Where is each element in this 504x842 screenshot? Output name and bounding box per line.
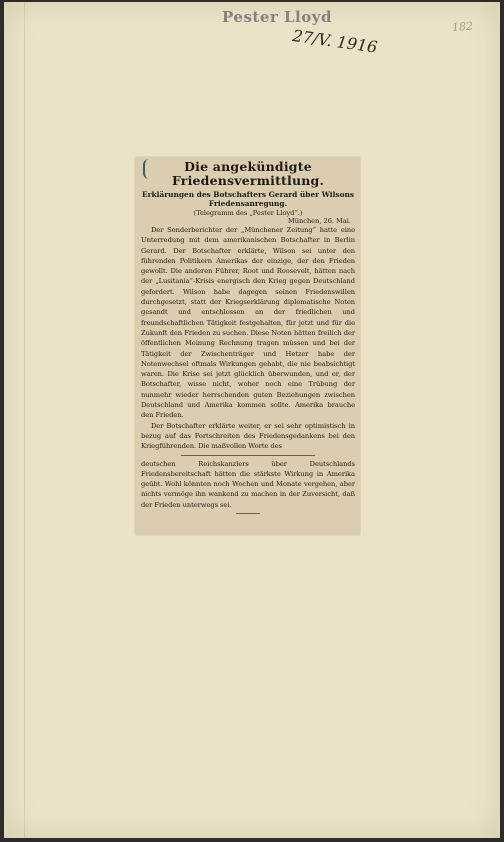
article-headline: Die angekündigte Friedensvermittlung. xyxy=(171,159,325,188)
sheet-fold-line xyxy=(24,2,25,838)
article-end-rule xyxy=(236,513,260,514)
article-subheadline: Erklärungen des Botschafters Gerard über Wilsons Friedensanregung. xyxy=(141,190,355,208)
archive-page-number: 182 xyxy=(451,19,474,34)
article-paragraph: Der Sonderberichter der „Münchener Zeitung“ hatte eine Unterredung mit dem amerikanischen Botschafter in Berlin Gerard. Der Botschafter erklärte, Wilson sei unter den führenden Politikern Amerikas der einzige, der den Frieden gewollt. Die anderen Führer, Root und Roosevelt, hätten nach der „Lusitania“-Krisis energisch den Krieg gegen Deutschland gefordert. Wilson habe dagegen seinen Friedenswillen durchgesetzt, statt der Kriegserklärung diplomatische Noten gesandt und entschlossen an der friedlichen und freundschaftlichen Tätigkeit festgehalten, für jetzt und für die Zukunft den Frieden zu suchen. Diese Noten hätten freilich der öffentlichen Meinung Rechnung tragen müssen und bei der Tätigkeit der Zwischenträger und Hetzer habe der Notenwechsel oftmals Wirkungen gehabt, die nie beabsichtigt waren. Die Krise sei jetzt glücklich überwunden, und er, der Botschafter, wisse nicht, woher noch eine Trübung der nunmehr wieder herrschenden guten Beziehungen zwischen Deutschland und Amerika kommen sollte. Amerika brauche den Frieden. xyxy=(141,226,355,420)
article-paragraph: deutschen Reichskanzlers über Deutschlands Friedensbereitschaft hätten die stärkste Wirkung in Amerika geübt. Wohl könnten noch Wochen und Monate vergehen, aber nichts vermöge ihn wankend zu machen in der Zuversicht, daß der Frieden unterwegs sei. xyxy=(141,459,355,509)
newspaper-clipping xyxy=(135,157,360,535)
pencil-bracket-mark xyxy=(143,159,151,179)
article-body xyxy=(141,225,355,514)
article-dateline: München, 26. Mai. xyxy=(288,217,351,225)
telegram-note: (Telegramm des „Pester Lloyd“.) xyxy=(193,209,303,217)
handwritten-date: 27/V. 1916 xyxy=(291,26,379,57)
article-paragraph: Der Botschafter erklärte weiter, er sei sehr optimistisch in bezug auf das Fortschreiten des Friedensgedankens bei den Kriegführenden. Die maßvollen Worte des xyxy=(141,421,355,451)
newspaper-stamp: Pester Lloyd xyxy=(222,8,332,26)
column-divider xyxy=(181,455,315,456)
